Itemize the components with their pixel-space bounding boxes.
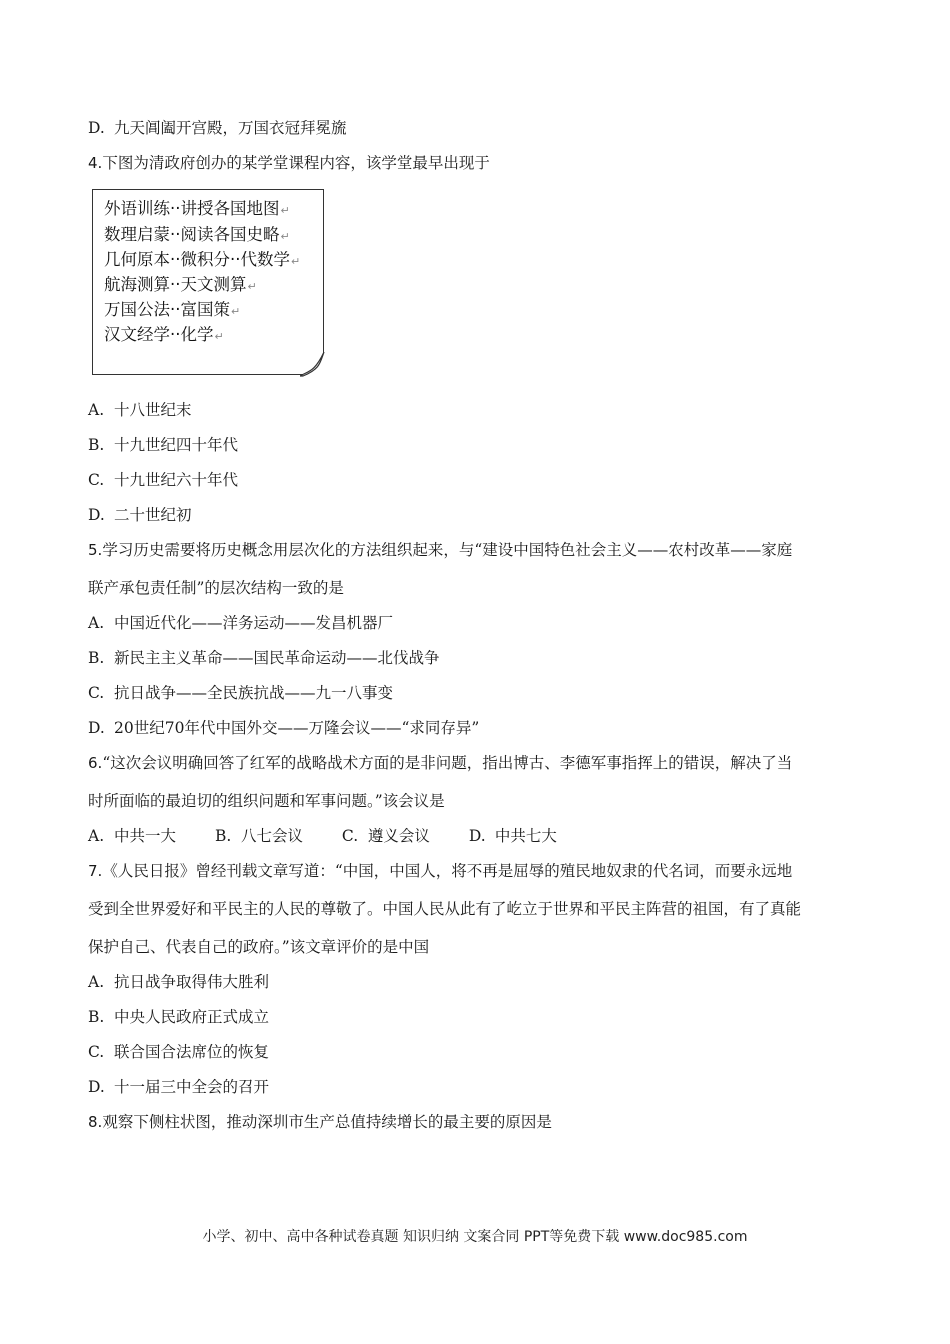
option-letter: D. — [88, 119, 105, 137]
q8-stem: 8.观察下侧柱状图，推动深圳市生产总值持续增长的最主要的原因是 — [88, 1113, 552, 1131]
q6-stem-line1: 6.“这次会议明确回答了红军的战略战术方面的是非问题，指出博古、李德军事指挥上的错误，解决了当 — [88, 754, 793, 772]
return-mark-icon: ↵ — [231, 305, 241, 318]
question-number: 8. — [88, 1113, 103, 1131]
q7-stem-line2: 受到全世界爱好和平民主的人民的尊敬了。中国人民从此有了屹立于世界和平民主阵营的祖国，有了真能 — [88, 900, 802, 918]
return-mark-icon: ↵ — [290, 255, 301, 268]
course-list-card — [92, 189, 324, 375]
q4-stem — [88, 153, 490, 173]
return-mark-icon: ↵ — [214, 330, 224, 343]
page-curl-icon — [300, 351, 326, 377]
q3-option-d — [88, 118, 347, 138]
course-row: 航海测算··天文测算↵ — [104, 275, 257, 294]
q5-option-b: B. 新民主主义革命——国民革命运动——北伐战争 — [88, 649, 440, 667]
question-text: 下图为清政府创办的某学堂课程内容，该学堂最早出现于 — [102, 154, 490, 172]
q6-option-c: C. 遵义会议 — [341, 827, 430, 845]
return-mark-icon: ↵ — [247, 280, 257, 293]
q6-option-a: A. 中共一大 — [88, 827, 177, 845]
q4-option-b: B. 十九世纪四十年代 — [88, 436, 239, 454]
question-number: 5. — [88, 541, 103, 559]
q4-option-a: A. 十八世纪末 — [88, 401, 192, 419]
q7-option-b: B. 中央人民政府正式成立 — [88, 1008, 270, 1026]
question-number: 6. — [88, 754, 103, 772]
course-row: 万国公法··富国策↵ — [104, 300, 241, 319]
course-row: 数理启蒙··阅读各国史略↵ — [104, 225, 290, 244]
q5-option-a: A. 中国近代化——洋务运动——发昌机器厂 — [88, 614, 394, 632]
return-mark-icon: ↵ — [280, 230, 290, 243]
option-text: 九天阊阖开宫殿，万国衣冠拜冕旒 — [114, 119, 347, 137]
q4-option-d: D. 二十世纪初 — [88, 506, 192, 524]
q4-option-c: C. 十九世纪六十年代 — [88, 471, 239, 489]
q7-option-a: A. 抗日战争取得伟大胜利 — [88, 973, 270, 991]
q7-option-d: D. 十一届三中全会的召开 — [88, 1078, 270, 1096]
q6-option-b: B. 八七会议 — [214, 827, 303, 845]
return-mark-icon: ↵ — [280, 204, 290, 217]
q6-option-d: D. 中共七大 — [468, 827, 557, 845]
q7-stem-line3: 保护自己、代表自己的政府。”该文章评价的是中国 — [88, 938, 430, 956]
course-row: 外语训练··讲授各国地图↵ — [104, 199, 290, 218]
q5-stem-line2: 联产承包责任制”的层次结构一致的是 — [88, 579, 344, 597]
q5-option-c: C. 抗日战争——全民族抗战——九一八事变 — [88, 684, 394, 702]
course-row: 汉文经学··化学↵ — [104, 325, 224, 344]
q6-stem-line2: 时所面临的最迫切的组织问题和军事问题。”该会议是 — [88, 792, 445, 810]
q6-options-row — [88, 826, 591, 846]
question-number: 4. — [88, 154, 103, 172]
course-row: 几何原本··微积分··代数学↵ — [104, 250, 301, 269]
q5-stem-line1: 5.学习历史需要将历史概念用层次化的方法组织起来，与“建设中国特色社会主义——农村改革——家庭 — [88, 541, 793, 559]
q7-option-c: C. 联合国合法席位的恢复 — [88, 1043, 270, 1061]
q7-stem-line1: 7.《人民日报》曾经刊载文章写道：“中国，中国人，将不再是屈辱的殖民地奴隶的代名词，而要永远地 — [88, 862, 793, 880]
page-footer: 小学、初中、高中各种试卷真题 知识归纳 文案合同 PPT等免费下载 www.doc985.com — [202, 1229, 748, 1245]
question-number: 7. — [88, 862, 103, 880]
q5-option-d: D. 20世纪70年代中国外交——万隆会议——“求同存异” — [88, 719, 480, 737]
